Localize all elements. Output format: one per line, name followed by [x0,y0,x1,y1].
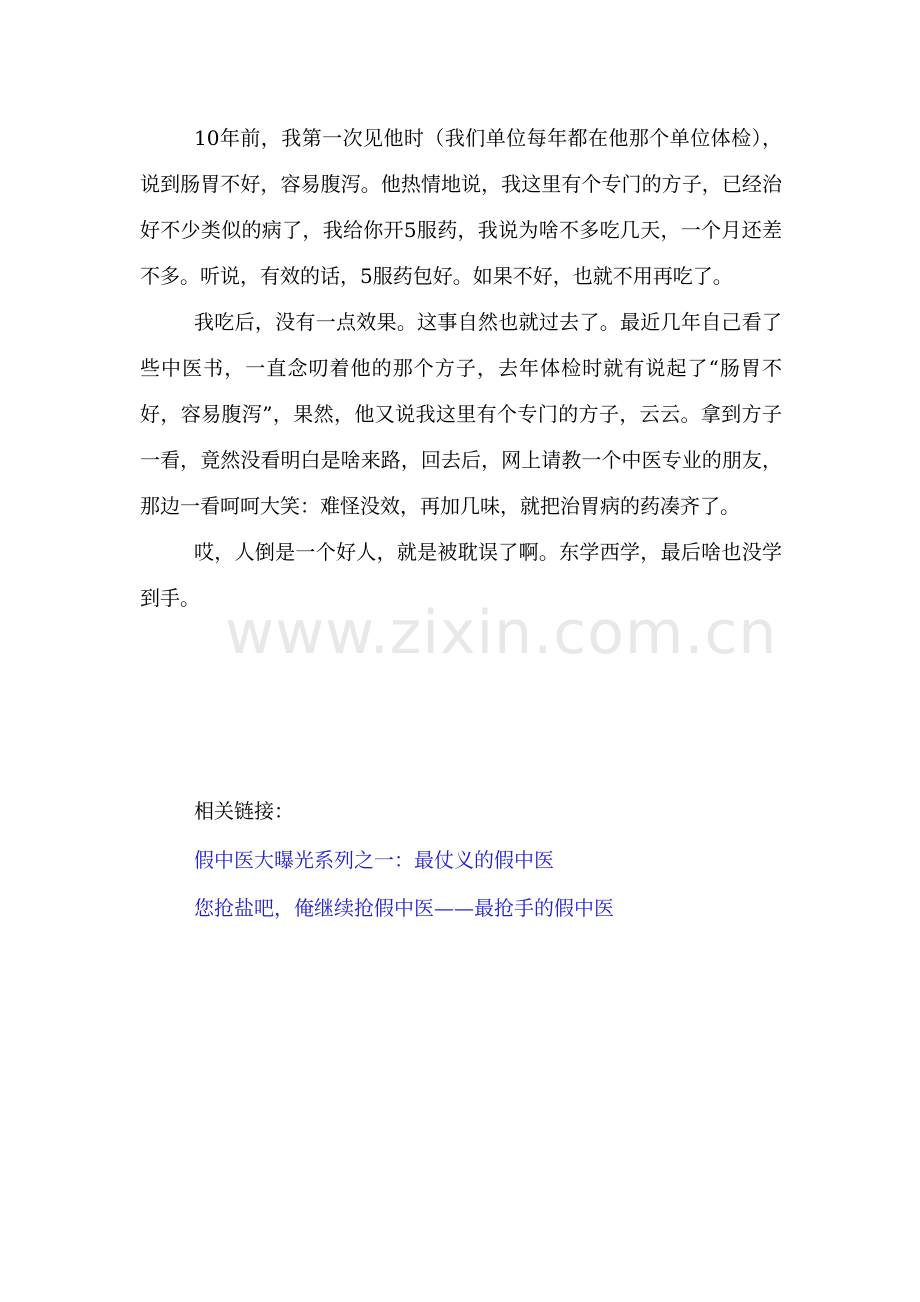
related-link-2[interactable]: 您抢盐吧，俺继续抢假中医——最抢手的假中医 [194,896,614,920]
watermark: www.zixin.com.cn [225,598,778,668]
related-links-heading: 相关链接： [194,799,294,823]
paragraph-3: 哎，人倒是一个好人，就是被耽误了啊。东学西学，最后啥也没学到手。 [140,540,782,610]
paragraph-1: 10年前，我第一次见他时（我们单位每年都在他那个单位体检），说到肠胃不好，容易腹泻。他热情地说，我这里有个专门的方子，已经治好不少类似的病了，我给你开5服药，我说为啥不多吃几天，一个月还差不多。听说，有效的话，5服药包好。如果不好，也就不用再吃了。 [140,126,782,288]
related-link-1[interactable]: 假中医大曝光系列之一：最仗义的假中医 [194,848,554,872]
related-links-section [194,788,794,932]
article-body [140,115,782,621]
paragraph-2: 我吃后，没有一点效果。这事自然也就过去了。最近几年自己看了些中医书，一直念叨着他的那个方子，去年体检时就有说起了“肠胃不好，容易腹泻”，果然，他又说我这里有个专门的方子，云云。拿到方子一看，竟然没看明白是啥来路，回去后，网上请教一个中医专业的朋友，那边一看呵呵大笑：难怪没效，再加几味，就把治胃病的药凑齐了。 [140,310,782,518]
